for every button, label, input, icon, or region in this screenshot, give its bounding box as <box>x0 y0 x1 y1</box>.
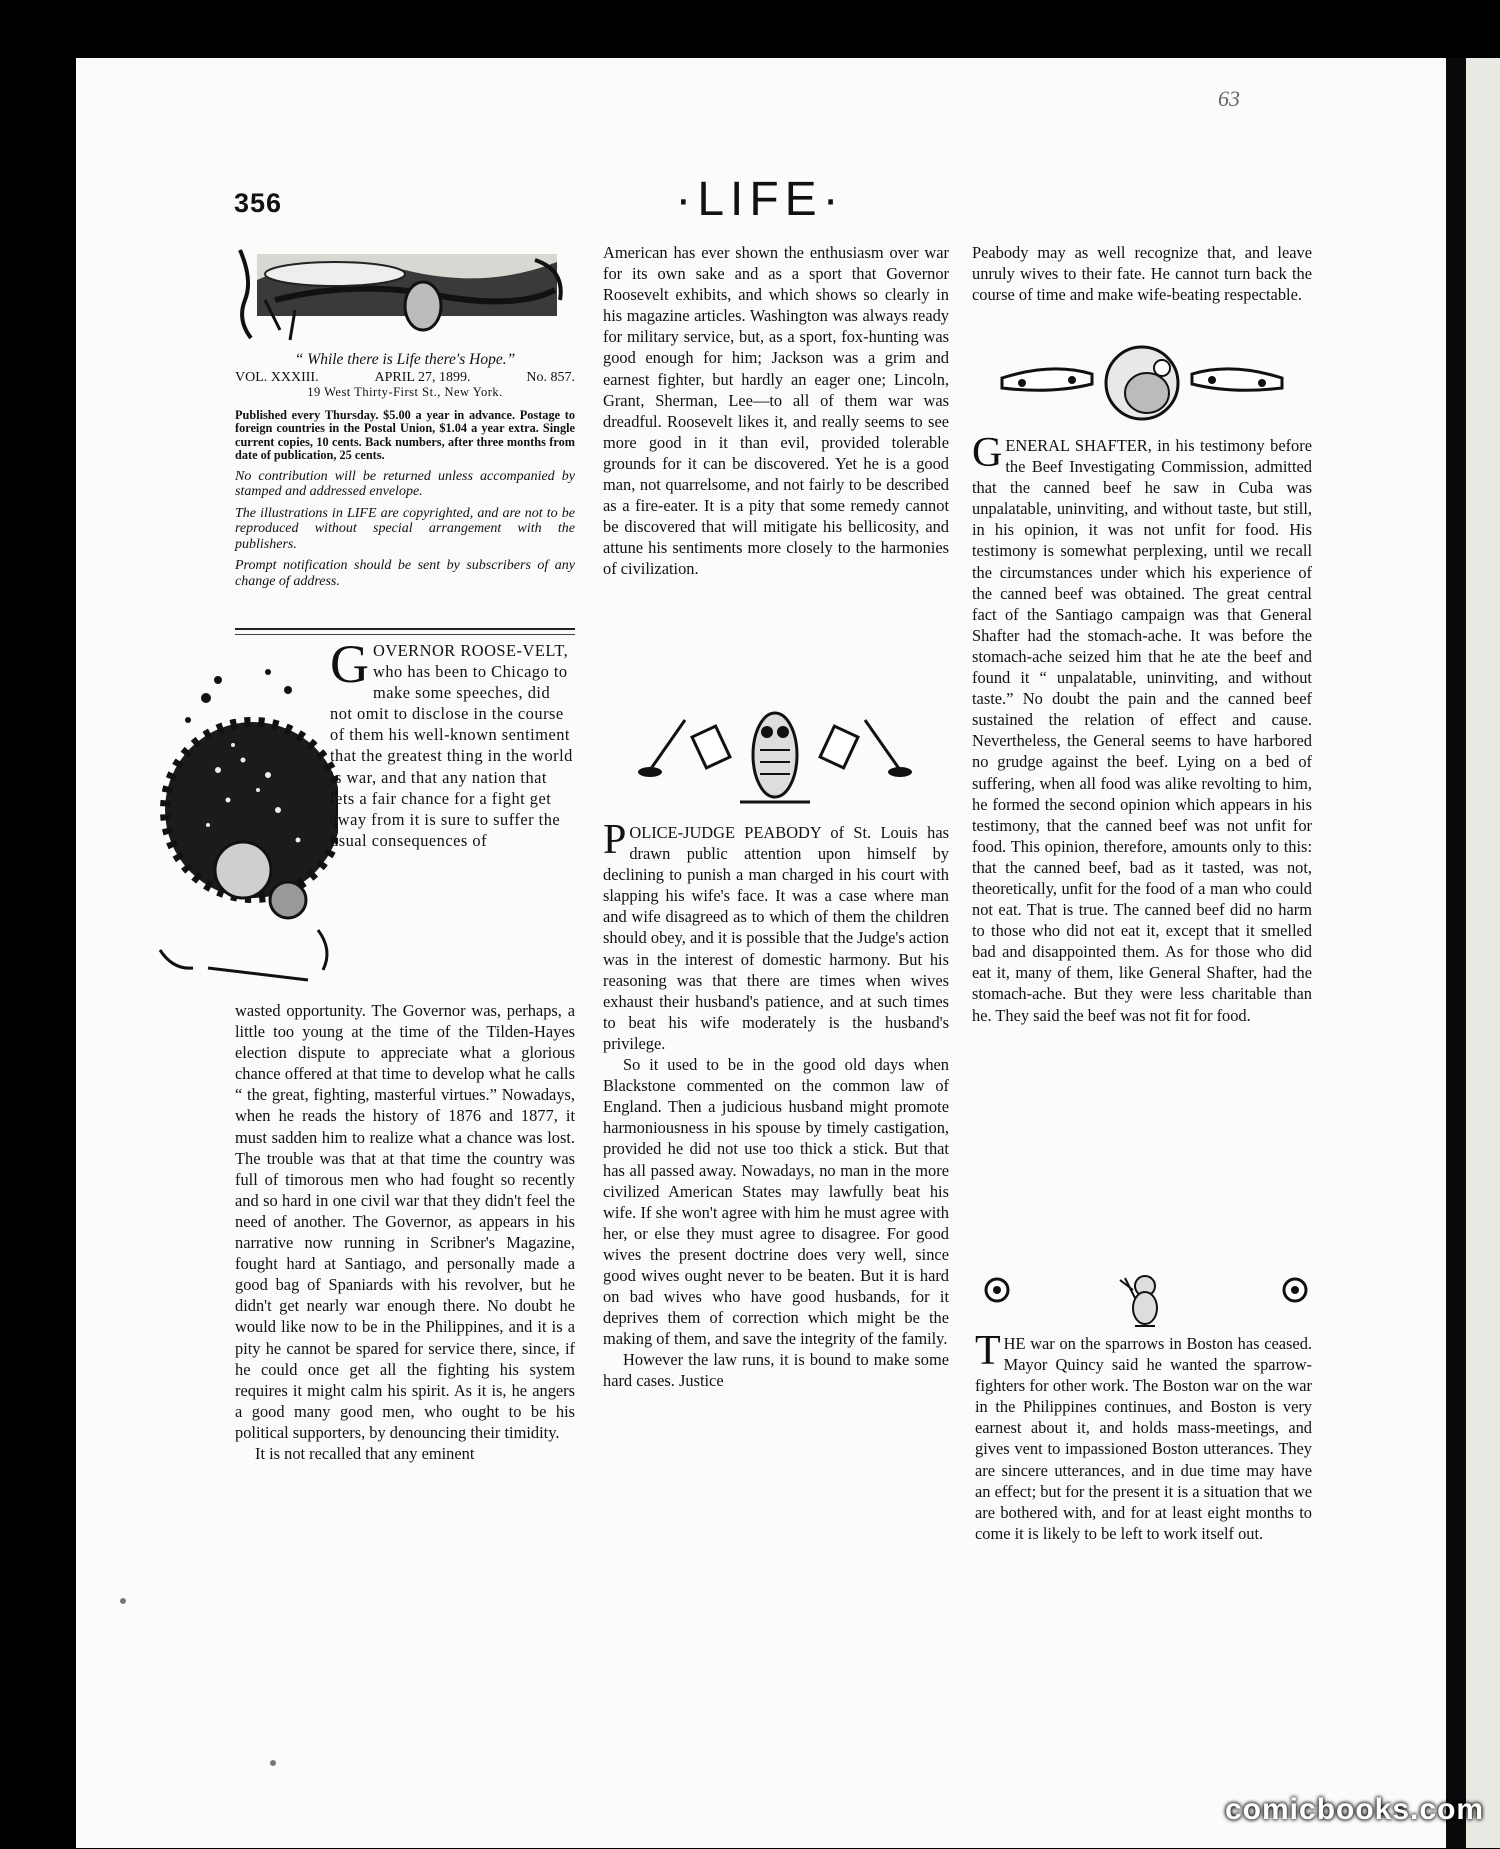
masthead-rule <box>235 628 575 630</box>
sparrow-ornament <box>975 1268 1310 1338</box>
watermark: comicbooks.com <box>1225 1793 1485 1826</box>
pencil-note: 63 <box>1218 86 1240 111</box>
masthead-title: ·LIFE· <box>675 173 845 226</box>
war-globe-illustration <box>148 650 338 990</box>
issue-number: No. 857. <box>526 369 575 385</box>
peabody-para3: However the law runs, it is bound to make some hard cases. Justice <box>603 1350 949 1391</box>
dropcap-g2: G <box>972 430 1003 476</box>
roosevelt-para2-cont: American has ever shown the enthusiasm over war for its own sake and as a sport that Governor Roosevelt exhibits, and which shows so clearly in his magazine articles. Washington was always ready for military service, but, as a sport, fox-hunting was good enough for him; Jackson was a grim and earnest fighter, but hardly an eager one; Lincoln, Grant, Sherman, Lee—to all of them war was dreadful. Roosevelt likes it, and really seems to see more good in it than evil, provided tolerable grounds for it can be discovered. Yet he is a good man, not quarrelsome, and not fairly to be described as a fire-eater. It is a pity that some remedy cannot be discovered that will mitigate his bellicosity, and attune his sentiments more closely to the harmonies of civilization. <box>603 243 949 579</box>
copyright-notice: The illustrations in LIFE are copyrighted, and are not to be reproduced without special arrangement with the publishers. <box>235 505 575 552</box>
peabody-article <box>603 817 949 1392</box>
owl-ornament <box>630 700 920 820</box>
roosevelt-para2-start: It is not recalled that any eminent <box>255 1443 475 1463</box>
masthead-info <box>235 352 575 595</box>
roosevelt-lead <box>330 634 575 851</box>
shafter-para1 <box>972 430 1312 1026</box>
roosevelt-lead-text: OVERNOR ROOSE-VELT, who has been to Chicago to make some speeches, did not omit to disclose in the course of them his well-known sentiment that the greatest thing in the world is war, and that any nation that lets a fair chance for a fight get away from it is sure to suffer the usual consequences of <box>330 641 573 850</box>
page-number: 356 <box>234 188 283 218</box>
column-3 <box>972 242 1312 305</box>
peabody-para1-text: OLICE-JUDGE PEABODY of St. Louis has drawn public attention upon himself by declining to punish a man charged in his court with slapping his wife's face. It was a case where man and wife disagreed as to which of them the children should obey, and it is possible that the Judge's action was in the interest of domestic harmony. But his reasoning was that there are times when wives exhaust their husband's patience, and at such times to beat his wife moderately is the husband's privilege. <box>603 823 949 1053</box>
masthead-rule-thin <box>235 634 575 635</box>
peabody-para1 <box>603 817 949 1054</box>
column-2 <box>603 242 949 580</box>
dropcap-p: P <box>603 817 627 863</box>
peabody-para3-cont: Peabody may as well recognize that, and leave unruly wives to their fate. He cannot turn back the course of time and make wife-beating respectable. <box>972 243 1312 305</box>
contribution-notice: No contribution will be returned unless accompanied by stamped and addressed envelope. <box>235 468 575 499</box>
motto: “ While there is Life there's Hope.” <box>294 351 516 368</box>
publication-notice: Published every Thursday. $5.00 a year in advance. Postage to foreign countries in the Postal Union, $1.04 a year extra. Single current copies, 10 cents. Back numbers, after three months from date of publication, 25 cents. <box>235 407 575 462</box>
peabody-para2: So it used to be in the good old days when Blackstone commented on the common law of England. Then a judicious husband might promote harmoniousness in his spouse by timely castigation, provided he did not use too thick a stick. But that has all passed away. Nowadays, no man in the more civilized American States may lawfully beat his wife. If she won't agree with him he must agree with her, or else they must agree to disagree. For good wives the present doctrine does very well, since good wives ought never to be beaten. But it is hard on bad wives who have good husbands, for it deprives them of correction which might be the making of them, and save the integrity of the family. <box>603 1055 949 1349</box>
shafter-article <box>972 430 1312 1026</box>
office-address: 19 West Thirty-First St., New York. <box>307 385 503 399</box>
shafter-para1-text: ENERAL SHAFTER, in his testimony before the Beef Investigating Commission, admitted that the canned beef he saw in Cuba was unpalatable, uninviting, and without taste, but still, in his opinion, it was not unfit for food. His testimony is somewhat perplexing, until we recall the circumstances under which his experience of the canned beef was obtained. The great central fact of the Santiago campaign was that General Shafter had the stomach-ache. It was before the stomach-ache seized him that he ate the beef and found it “ unpalatable, uninviting, and without taste.” No doubt the pain and the canned beef sustained the relation of effect and cause. Nevertheless, the General seems to have harbored no grudge against the beef. Lying on a bed of suffering, when all food was alike revolting to him, he formed the second opinion which appears in his testimony, that the canned beef was not unfit for food. This opinion, therefore, amounts only to this: that the canned beef, bad as it tasted, was not, theoretically, unfit for the food of a man who could not eat. That is true. The canned beef did no harm to those who did not eat it, except that it smelled bad and disappointed them. As for those who did eat it, many of them, like General Shafter, had the stomach-ache. But they were less charitable than he. They said the beef was not fit for food. <box>972 436 1312 1025</box>
column-1 <box>235 1000 575 1464</box>
next-page-sliver <box>1466 58 1500 1848</box>
masthead-illustration <box>235 240 575 352</box>
dropcap-g: G <box>330 634 369 694</box>
address-change-notice: Prompt notification should be sent by subscribers of any change of address. <box>235 558 575 589</box>
dropcap-t: T <box>975 1328 1001 1374</box>
roosevelt-para1-cont: wasted opportunity. The Governor was, perhaps, a little too young at the time of the Tilden-Hayes election dispute to appreciate what a glorious chance offered at that time to develop what he calls “ the great, fighting, masterful virtues.” Nowadays, when he reads the history of 1876 and 1877, it must sadden him to realize what a chance was lost. The trouble was that at that time the country was full of timorous men who had fought so recently and so hard in one civil war that they didn't feel the need of another. The Governor, as appears in his narrative now running in Scribner's Magazine, fought hard at Santiago, and personally made a good bag of Spaniards with his revolver, but he didn't get nearly war enough there. No doubt he would like now to be in the Philippines, and it is a pity he cannot be spared for service there, since, if he could once get all the fighting his system requires it might calm his spirit. As it is, he angers a good many good men, who ought to be his political supporters, by denouncing their timidity. <box>235 1001 575 1442</box>
volume-row <box>235 370 575 386</box>
speck <box>120 1598 126 1604</box>
volume: VOL. XXXIII. <box>235 369 319 385</box>
turkey-ornament <box>992 338 1292 428</box>
sparrows-article <box>975 1328 1312 1544</box>
issue-date: APRIL 27, 1899. <box>374 369 471 385</box>
page-edge-shadow <box>1446 58 1466 1848</box>
sparrows-para1-text: HE war on the sparrows in Boston has ceased. Mayor Quincy said he wanted the sparrow-fighters for other work. The Boston war on the war in the Philippines continues, and Boston is very earnest about it, and holds mass-meetings, and gives vent to impassioned Boston utterances. They are sincere utterances, and in due time may have an effect; but for the present it is a situation that we are bothered with, and for at least eight months to come it is likely to be left to work itself out. <box>975 1334 1312 1543</box>
sparrows-para1 <box>975 1328 1312 1544</box>
speck <box>270 1760 276 1766</box>
